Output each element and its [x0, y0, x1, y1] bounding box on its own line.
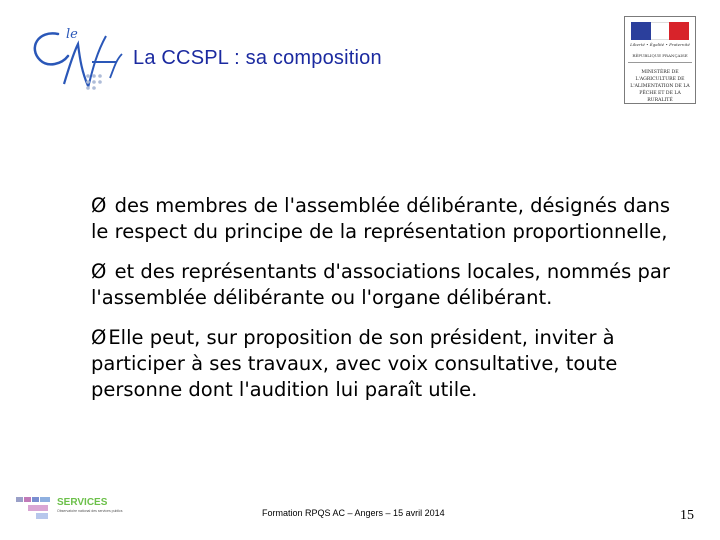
services-logo-icon: [14, 495, 54, 523]
footer-text: Formation RPQS AC – Angers – 15 avril 2014: [262, 508, 445, 518]
arrow-bullet-icon: Ø: [91, 260, 107, 283]
services-subtitle: Observatoire national des services publics: [57, 509, 123, 513]
bullet-list: [91, 193, 691, 403]
french-flag-icon: [631, 22, 689, 40]
services-word: SERVICES: [57, 497, 108, 508]
bullet-item: [91, 259, 691, 311]
services-logo: [14, 495, 164, 523]
cnfpt-logo: [18, 14, 138, 96]
bullet-item: [91, 325, 691, 403]
ministry-divider: [628, 62, 692, 63]
ministry-motto: Liberté • Égalité • Fraternité: [630, 42, 690, 47]
bullet-item: [91, 193, 691, 245]
slide-title: La CCSPL : sa composition: [133, 47, 382, 69]
cnfpt-logo-text: le: [66, 27, 78, 42]
page-number: 15: [680, 508, 694, 523]
bullet-text: Elle peut, sur proposition de son président, inviter à participer à ses travaux, avec voix consultative, toute personne dont l'audition lui paraît utile.: [91, 326, 618, 401]
ministry-name: MINISTÈRE DE L'AGRICULTURE DE L'ALIMENTATION DE LA PÊCHE ET DE LA RURALITÉ: [630, 70, 690, 103]
bullet-text: et des représentants d'associations locales, nommés par l'assemblée délibérante ou l'organe délibérant.: [91, 260, 670, 309]
arrow-bullet-icon: Ø: [91, 194, 107, 217]
arrow-bullet-icon: Ø: [91, 326, 107, 349]
bullet-text: des membres de l'assemblée délibérante, désignés dans le respect du principe de la représentation proportionnelle,: [91, 194, 671, 243]
ministry-logo: [624, 16, 696, 104]
ministry-republic: RÉPUBLIQUE FRANÇAISE: [632, 53, 688, 58]
